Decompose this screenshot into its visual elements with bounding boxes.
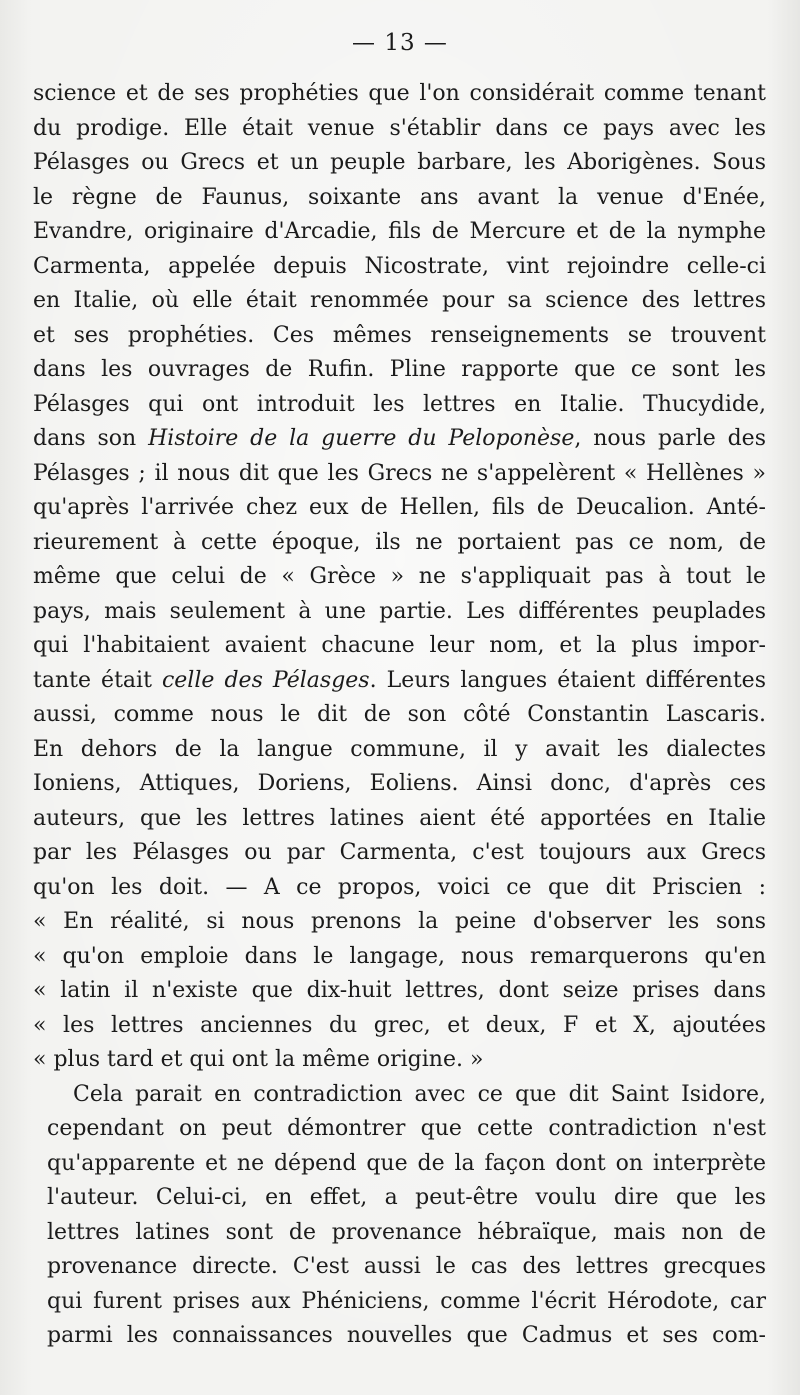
text-line: Carmenta, appelée depuis Nicostrate, vint rejoindre celle-ci [33, 253, 766, 279]
text-line: Pélasges ou Grecs et un peuple barbare, les Aborigènes. Sous [33, 150, 766, 175]
text-line: qui furent prises aux Phéniciens, comme l'écrit Hérodote, car [47, 1288, 766, 1314]
text-line: Ioniens, Attiques, Doriens, Eoliens. Ainsi donc, d'après ces [33, 771, 766, 796]
text-line: Pélasges qui ont introduit les lettres en Italie. Thucydide, [33, 391, 766, 417]
text-line: Evandre, originaire d'Arcadie, fils de Mercure et de la nymphe [33, 219, 766, 244]
text-line: pays, mais seulement à une partie. Les différentes peuplades [33, 598, 766, 624]
text-line: qui l'habitaient avaient chacune leur nom, et la plus impor- [33, 633, 766, 658]
text-line: provenance directe. C'est aussi le cas des lettres grecques [47, 1254, 766, 1279]
text-line: par les Pélasges ou par Carmenta, c'est toujours aux Grecs [33, 840, 766, 865]
text-line: « En réalité, si nous prenons la peine d'observer les sons [33, 909, 766, 934]
text-line: Cela parait en contradiction avec ce que dit Saint Isidore, [73, 1081, 766, 1107]
text-line: En dehors de la langue commune, il y avait les dialectes [33, 736, 766, 762]
text-segment: , nous parle des [574, 426, 766, 451]
text-line: du prodige. Elle était venue s'établir dans ce pays avec les [33, 115, 766, 141]
text-line: « les lettres anciennes du grec, et deux, F et X, ajoutées [33, 1012, 766, 1038]
text-line: qu'apparente et ne dépend que de la façon dont on interprète [47, 1150, 766, 1176]
body-text [33, 77, 766, 1354]
text-line: même que celui de « Grèce » ne s'appliquait pas à tout le [33, 564, 766, 589]
italic-title: celle des Pélasges [161, 667, 370, 693]
text-segment: tante était [33, 667, 162, 693]
text-line: rieurement à cette époque, ils ne portaient pas ce nom, de [33, 529, 766, 555]
text-line: et ses prophéties. Ces mêmes renseignements se trouvent [33, 322, 766, 348]
text-line: auteurs, que les lettres latines aient été apportées en Italie [33, 805, 766, 831]
text-line: aussi, comme nous le dit de son côté Constantin Lascaris. [33, 702, 766, 727]
text-line: science et de ses prophéties que l'on considérait comme tenant [33, 81, 766, 106]
text-line: Pélasges ; il nous dit que les Grecs ne s'appelèrent « Hellènes » [33, 460, 766, 486]
text-line: parmi les connaissances nouvelles que Cadmus et ses com- [47, 1323, 766, 1348]
text-line: dans les ouvrages de Rufin. Pline rapporte que ce sont les [33, 357, 766, 382]
text-line: en Italie, où elle était renommée pour sa science des lettres [33, 288, 766, 313]
text-segment: dans son [33, 426, 149, 451]
text-line: qu'après l'arrivée chez eux de Hellen, fils de Deucalion. Anté- [33, 495, 766, 520]
text-line: le règne de Faunus, soixante ans avant la venue d'Enée, [33, 184, 766, 210]
text-line: « plus tard et qui ont la même origine. » [33, 1047, 484, 1072]
text-line: lettres latines sont de provenance hébraïque, mais non de [47, 1219, 766, 1245]
text-line [33, 422, 766, 457]
text-line: « qu'on emploie dans le langage, nous remarquerons qu'en [33, 943, 766, 969]
text-segment: . Leurs langues étaient différentes [369, 667, 766, 693]
text-line: qu'on les doit. — A ce propos, voici ce que dit Priscien : [33, 874, 766, 900]
text-line: l'auteur. Celui-ci, en effet, a peut-être voulu dire que les [47, 1185, 766, 1210]
italic-title: Histoire de la guerre du Peloponèse [148, 426, 575, 451]
text-line [33, 664, 766, 699]
page-number: — 13 — [352, 30, 448, 56]
text-line: « latin il n'existe que dix-huit lettres, dont seize prises dans [33, 978, 766, 1003]
text-line: cependant on peut démontrer que cette contradiction n'est [47, 1116, 766, 1141]
